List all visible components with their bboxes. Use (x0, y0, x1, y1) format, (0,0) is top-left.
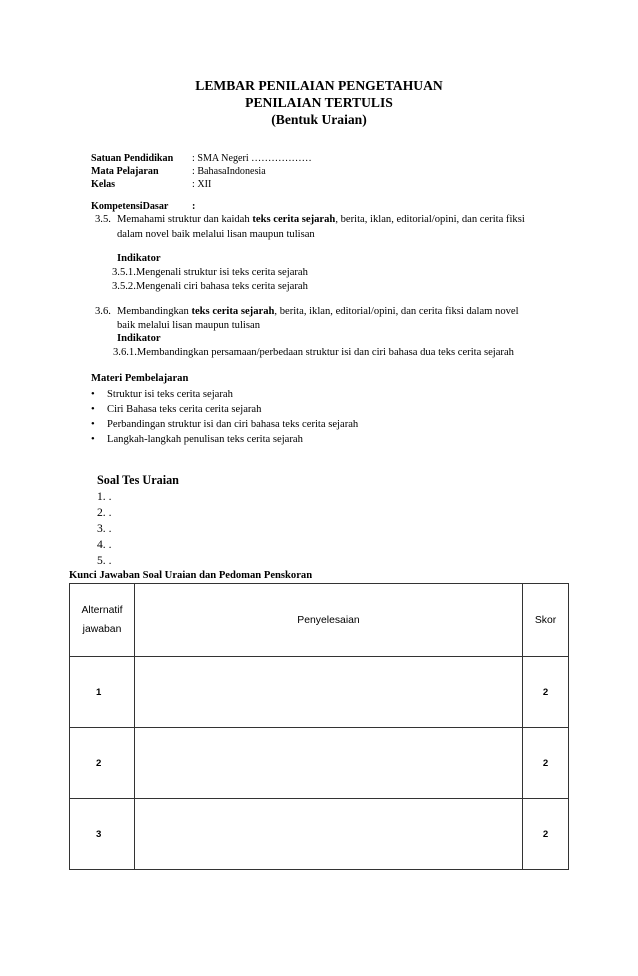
kelas-value: : XII (192, 179, 212, 190)
kd1-text-pre: Memahami struktur dan kaidah (117, 214, 253, 225)
header-alternatif (70, 584, 135, 657)
kunci-heading: Kunci Jawaban Soal Uraian dan Pedoman Penskoran (69, 570, 313, 581)
kd2-text-bold: teks cerita sejarah (191, 306, 275, 317)
kd1-text (117, 214, 525, 225)
table-row (70, 799, 569, 870)
materi-item: Struktur isi teks cerita sejarah (107, 389, 233, 400)
skor-cell: 2 (523, 728, 569, 799)
title-line-2: PENILAIAN TERTULIS (245, 95, 393, 110)
materi-heading: Materi Pembelajaran (91, 373, 189, 384)
mapel-value: : BahasaIndonesia (192, 166, 266, 177)
bullet-icon: • (91, 434, 95, 445)
header-alternatif-line2: jawaban (82, 624, 122, 635)
soal-heading: Soal Tes Uraian (97, 473, 179, 487)
soal-item: 3. . (97, 522, 112, 535)
penyelesaian-cell (135, 799, 523, 870)
kd-label: KompetensiDasar (91, 201, 169, 212)
soal-item: 4. . (97, 538, 112, 551)
soal-item: 2. . (97, 506, 112, 519)
materi-item: Perbandingan struktur isi dan ciri bahasa teks cerita sejarah (107, 419, 359, 430)
alt-cell: 2 (70, 728, 135, 799)
satuan-label: Satuan Pendidikan (91, 153, 174, 164)
kd1-text-line2: dalam novel baik melalui lisan maupun tulisan (117, 229, 315, 240)
alt-cell: 3 (70, 799, 135, 870)
penyelesaian-cell (135, 728, 523, 799)
materi-item: Langkah-langkah penulisan teks cerita sejarah (107, 434, 303, 445)
alt-cell: 1 (70, 657, 135, 728)
skor-cell: 2 (523, 799, 569, 870)
soal-item: 1. . (97, 490, 112, 503)
kd2-indikator-1: 3.6.1.Membandingkan persamaan/perbedaan struktur isi dan ciri bahasa dua teks cerita sejarah (113, 347, 514, 358)
table-header-row (70, 584, 569, 657)
bullet-icon: • (91, 404, 95, 415)
kelas-label: Kelas (91, 179, 116, 190)
kd2-text (117, 306, 519, 317)
header-alternatif-line1: Alternatif (81, 605, 123, 616)
kunci-table (69, 583, 569, 870)
materi-item: Ciri Bahasa teks cerita cerita sejarah (107, 404, 262, 415)
kd2-number: 3.6. (95, 306, 111, 317)
kd1-indikator-label: Indikator (117, 253, 161, 264)
soal-item: 5. . (97, 554, 112, 567)
kd-colon: : (192, 201, 196, 212)
kd1-indikator-1: 3.5.1.Mengenali struktur isi teks cerita sejarah (112, 267, 308, 278)
penyelesaian-cell (135, 657, 523, 728)
mapel-label: Mata Pelajaran (91, 166, 159, 177)
kd2-text-pre: Membandingkan (117, 306, 192, 317)
kd1-text-post: , berita, iklan, editorial/opini, dan cerita fiksi (335, 214, 525, 225)
title-line-3: (Bentuk Uraian) (271, 112, 367, 127)
kd2-text-post: , berita, iklan, editorial/opini, dan cerita fiksi dalam novel (274, 306, 519, 317)
kd2-indikator-label: Indikator (117, 333, 161, 344)
satuan-value: : SMA Negeri ……………… (192, 153, 312, 164)
kd1-number: 3.5. (95, 214, 111, 225)
header-penyelesaian: Penyelesaian (135, 584, 523, 657)
bullet-icon: • (91, 419, 95, 430)
bullet-icon: • (91, 389, 95, 400)
kd2-text-line2: baik melalui lisan maupun tulisan (117, 320, 260, 331)
kd1-indikator-2: 3.5.2.Mengenali ciri bahasa teks cerita sejarah (112, 281, 308, 292)
table-row (70, 657, 569, 728)
title-line-1: LEMBAR PENILAIAN PENGETAHUAN (195, 78, 443, 93)
header-skor: Skor (523, 584, 569, 657)
skor-cell: 2 (523, 657, 569, 728)
kd1-text-bold: teks cerita sejarah (252, 214, 336, 225)
table-row (70, 728, 569, 799)
